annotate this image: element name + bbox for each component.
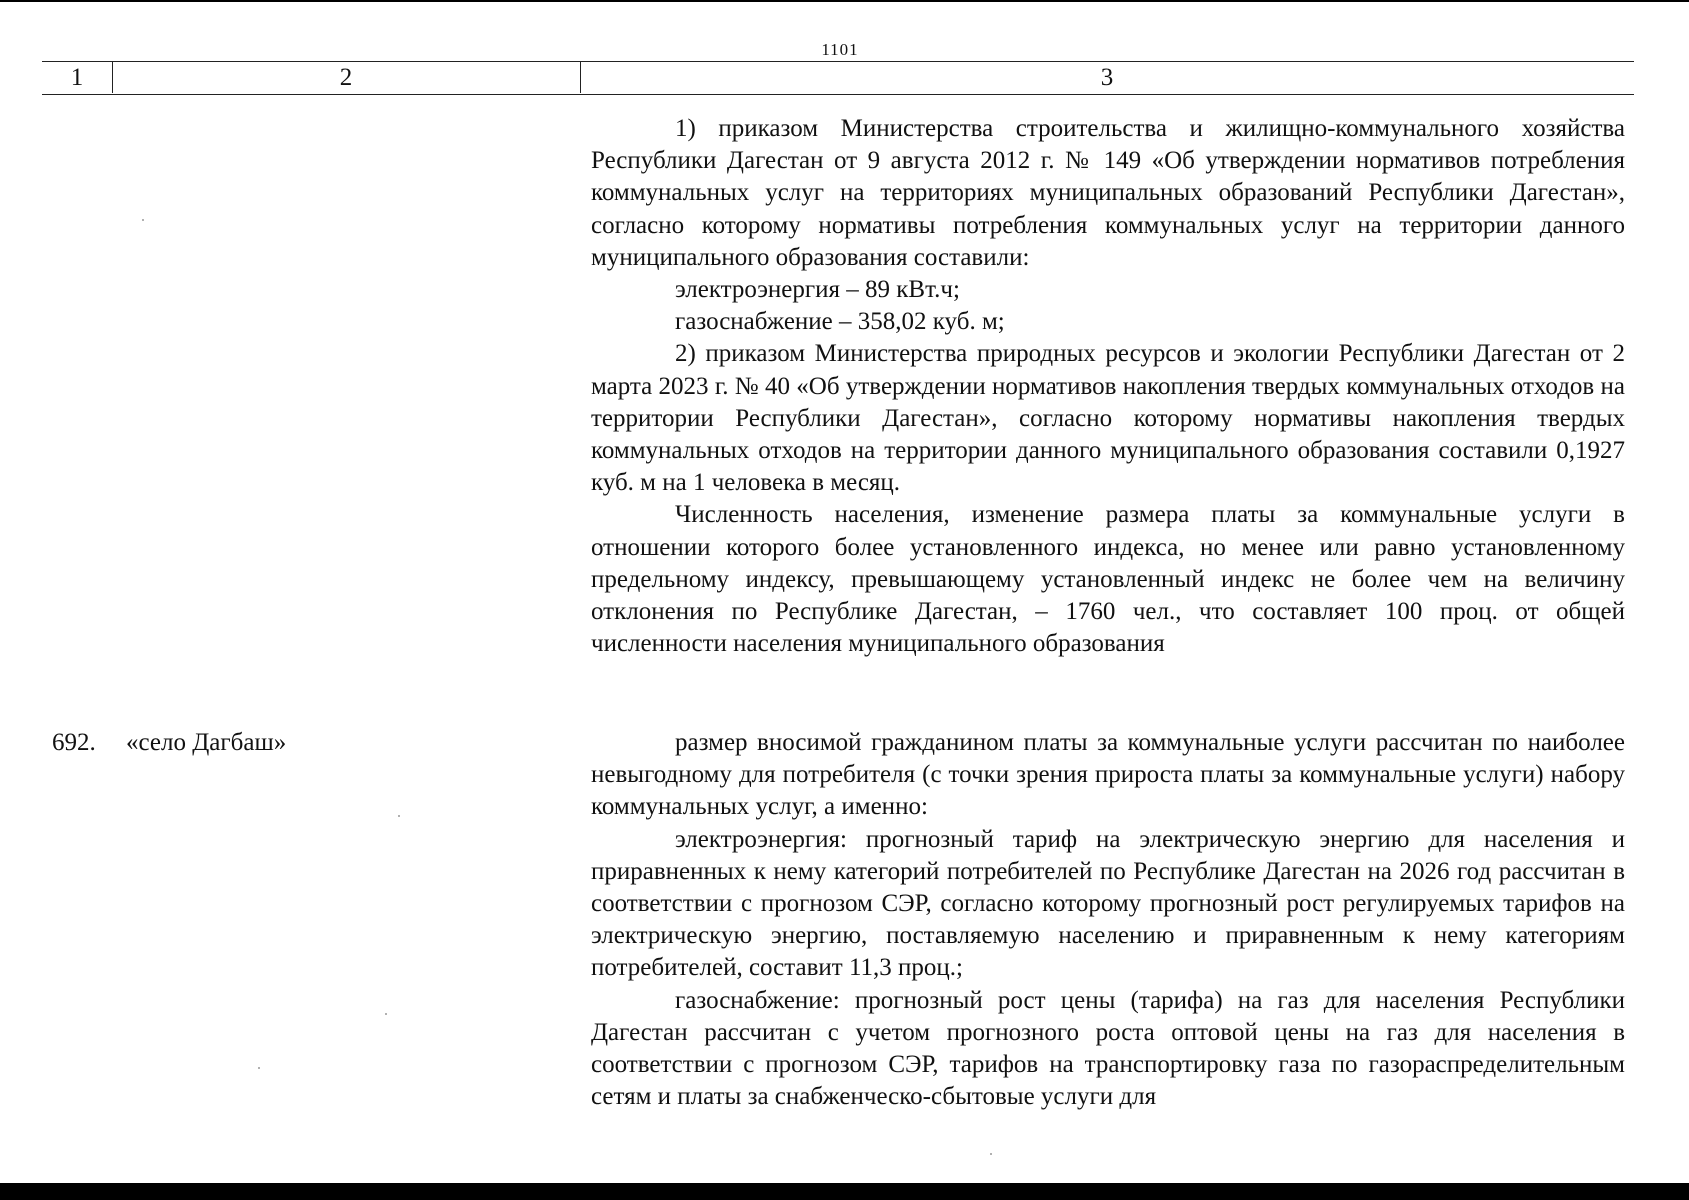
scan-speck [258, 1067, 260, 1069]
paragraph-order-1: 1) приказом Министерства строительства и жилищно-коммунального хозяйства Республики Дагестан от 9 августа 2012 г. № 149 «Об утверждении нормативов потребления коммунальных услуг на территориях муниципальных образований Республики Дагестан», согласно которому нормативы потребления коммунальных услуг на территории данного муниципального образования составили: [591, 115, 1625, 271]
page-number: 1101 [821, 40, 859, 59]
paragraph-electricity-norm: электроэнергия – 89 кВт.ч; [675, 276, 960, 304]
scan-speck [990, 1153, 992, 1155]
paragraph-order-2: 2) приказом Министерства природных ресурсов и экологии Республики Дагестан от 2 марта 2023 г. № 40 «Об утверждении нормативов накопления твердых коммунальных отходов на территории Республики Дагестан», согласно которому нормативы накопления твердых коммунальных отходов на территории данного муниципального образования составили 0,1927 куб. м на 1 человека в месяц. [591, 340, 1625, 497]
text-block-2 [591, 727, 1625, 1113]
scan-speck [398, 815, 400, 817]
paragraph-electricity-tariff: электроэнергия: прогнозный тариф на электрическую энергию для населения и приравненных к нему категорий потребителей по Республике Дагестан на 2026 год рассчитан в соответствии с прогнозом СЭР, согласно которому прогнозный рост регулируемых тарифов на электрическую энергию, поставляемую населению и приравненным к нему категориям потребителей, составит 11,3 проц.; [591, 825, 1625, 982]
paragraph-gas-tariff: газоснабжение: прогнозный рост цены (тарифа) на газ для населения Республики Дагестан рассчитан с учетом прогнозного роста оптовой цены на газ для населения в соответствии с прогнозом СЭР, тарифов на транспортировку газа по газораспределительным сетям и платы за снабженческо-сбытовые услуги для [591, 986, 1625, 1111]
paragraph-population: Численность населения, изменение размера платы за коммунальные услуги в отношении которого более установленного индекса, но менее или равно установленному предельному индексу, превышающему установленный индекс не более чем на величину отклонения по Республике Дагестан, – 1760 чел., что составляет 100 проц. от общей численности населения муниципального образования [591, 501, 1625, 658]
scan-top-edge [0, 0, 1689, 2]
scan-speck [142, 219, 144, 221]
header-col-2: 2 [112, 62, 581, 93]
text-block-1 [591, 113, 1625, 660]
item-name: «село Дагбаш» [126, 729, 287, 756]
scan-speck [385, 1013, 387, 1015]
paragraph-gas-norm: газоснабжение – 358,02 куб. м; [675, 308, 1005, 336]
item-number: 692. [52, 729, 96, 756]
header-col-1: 1 [42, 62, 113, 93]
paragraph-payment-size: размер вносимой гражданином платы за коммунальные услуги рассчитан по наиболее невыгодному для потребителя (с точки зрения прироста платы за коммунальные услуги) набору коммунальных услуг, а именно: [591, 729, 1625, 821]
scan-bottom-edge [0, 1183, 1689, 1200]
table-header-row [42, 61, 1634, 95]
header-col-3: 3 [1100, 64, 1114, 91]
